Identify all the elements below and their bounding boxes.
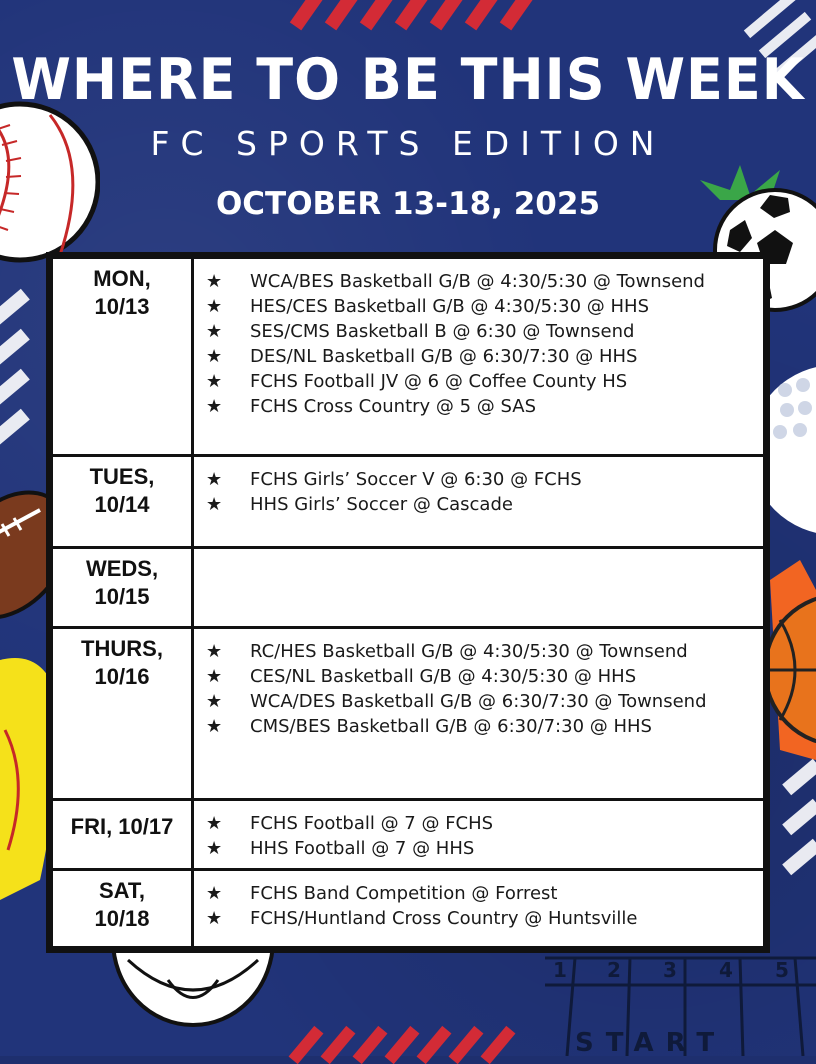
star-icon: ★ xyxy=(206,271,223,292)
star-icon: ★ xyxy=(206,371,223,392)
star-icon: ★ xyxy=(206,296,223,317)
events-cell xyxy=(193,800,765,870)
schedule-row xyxy=(52,628,765,800)
day-label: SAT, xyxy=(98,878,146,903)
list-item xyxy=(206,881,757,906)
list-item xyxy=(206,689,757,714)
list-item xyxy=(206,836,757,861)
page-title: WHERE TO BE THIS WEEK xyxy=(11,46,805,113)
track-number: 2 xyxy=(607,958,621,982)
list-item xyxy=(206,394,757,419)
star-icon: ★ xyxy=(206,716,223,737)
event-text: CMS/BES Basketball G/B @ 6:30/7:30 @ HHS xyxy=(250,716,652,737)
start-label: START xyxy=(575,1028,727,1058)
day-date: 10/15 xyxy=(94,584,150,609)
event-text: WCA/BES Basketball G/B @ 4:30/5:30 @ Townsend xyxy=(250,271,705,292)
events-cell xyxy=(193,870,765,948)
schedule-row xyxy=(52,456,765,548)
schedule-row xyxy=(52,870,765,948)
list-item xyxy=(206,269,757,294)
schedule-row xyxy=(52,548,765,628)
list-item xyxy=(206,319,757,344)
day-cell xyxy=(52,628,193,800)
event-text: FCHS Girls’ Soccer V @ 6:30 @ FCHS xyxy=(250,469,582,490)
star-icon: ★ xyxy=(206,494,223,515)
star-icon: ★ xyxy=(206,838,223,859)
events-cell xyxy=(193,456,765,548)
event-text: HHS Football @ 7 @ HHS xyxy=(250,838,475,859)
day-cell xyxy=(52,456,193,548)
events-cell xyxy=(193,258,765,456)
track-number: 5 xyxy=(775,958,789,982)
star-icon: ★ xyxy=(206,641,223,662)
event-text: HES/CES Basketball G/B @ 4:30/5:30 @ HHS xyxy=(250,296,649,317)
event-text: FCHS Cross Country @ 5 @ SAS xyxy=(250,396,537,417)
list-item xyxy=(206,369,757,394)
golf-ball-icon xyxy=(765,360,816,545)
schedule-row xyxy=(52,258,765,456)
basketball-icon xyxy=(760,560,816,780)
list-item xyxy=(206,906,757,931)
list-item xyxy=(206,714,757,739)
event-text: CES/NL Basketball G/B @ 4:30/5:30 @ HHS xyxy=(250,666,637,687)
event-text: HHS Girls’ Soccer @ Cascade xyxy=(250,494,513,515)
track-number: 3 xyxy=(663,958,677,982)
star-icon: ★ xyxy=(206,346,223,367)
day-cell xyxy=(52,870,193,948)
track-numbers xyxy=(545,958,816,985)
day-date: 10/18 xyxy=(94,906,150,931)
event-text: FCHS/Huntland Cross Country @ Huntsville xyxy=(250,908,638,929)
events-cell xyxy=(193,628,765,800)
day-date: 10/14 xyxy=(94,492,150,517)
track-number: 1 xyxy=(553,958,567,982)
star-icon: ★ xyxy=(206,883,223,904)
list-item xyxy=(206,664,757,689)
star-icon: ★ xyxy=(206,813,223,834)
list-item xyxy=(206,492,757,517)
list-item xyxy=(206,811,757,836)
star-icon: ★ xyxy=(206,908,223,929)
event-text: FCHS Band Competition @ Forrest xyxy=(250,883,558,904)
event-text: FCHS Football JV @ 6 @ Coffee County HS xyxy=(250,371,628,392)
day-date: 10/16 xyxy=(94,664,150,689)
day-label: WEDS, xyxy=(85,556,159,581)
start-track xyxy=(545,950,816,1056)
event-text: WCA/DES Basketball G/B @ 6:30/7:30 @ Townsend xyxy=(250,691,707,712)
schedule-table xyxy=(50,256,766,949)
day-cell xyxy=(52,800,193,870)
list-item xyxy=(206,639,757,664)
day-label: THURS, xyxy=(81,636,163,661)
day-label: FRI, 10/17 xyxy=(70,814,174,839)
day-date: 10/13 xyxy=(94,294,150,319)
day-cell xyxy=(52,548,193,628)
star-icon: ★ xyxy=(206,666,223,687)
list-item xyxy=(206,467,757,492)
star-icon: ★ xyxy=(206,691,223,712)
event-text: DES/NL Basketball G/B @ 6:30/7:30 @ HHS xyxy=(250,346,638,367)
track-number: 4 xyxy=(719,958,733,982)
day-label: MON, xyxy=(93,266,151,291)
schedule-row xyxy=(52,800,765,870)
events-cell xyxy=(193,548,765,628)
star-icon: ★ xyxy=(206,321,223,342)
event-text: FCHS Football @ 7 @ FCHS xyxy=(250,813,494,834)
day-cell xyxy=(52,258,193,456)
list-item xyxy=(206,294,757,319)
star-icon: ★ xyxy=(206,396,223,417)
event-text: SES/CMS Basketball B @ 6:30 @ Townsend xyxy=(250,321,635,342)
page-subtitle: FC SPORTS EDITION xyxy=(150,124,666,163)
date-range: OCTOBER 13-18, 2025 xyxy=(215,186,601,222)
event-text: RC/HES Basketball G/B @ 4:30/5:30 @ Townsend xyxy=(250,641,688,662)
star-icon: ★ xyxy=(206,469,223,490)
baseball-icon xyxy=(0,95,100,270)
day-label: TUES, xyxy=(89,464,155,489)
list-item xyxy=(206,344,757,369)
